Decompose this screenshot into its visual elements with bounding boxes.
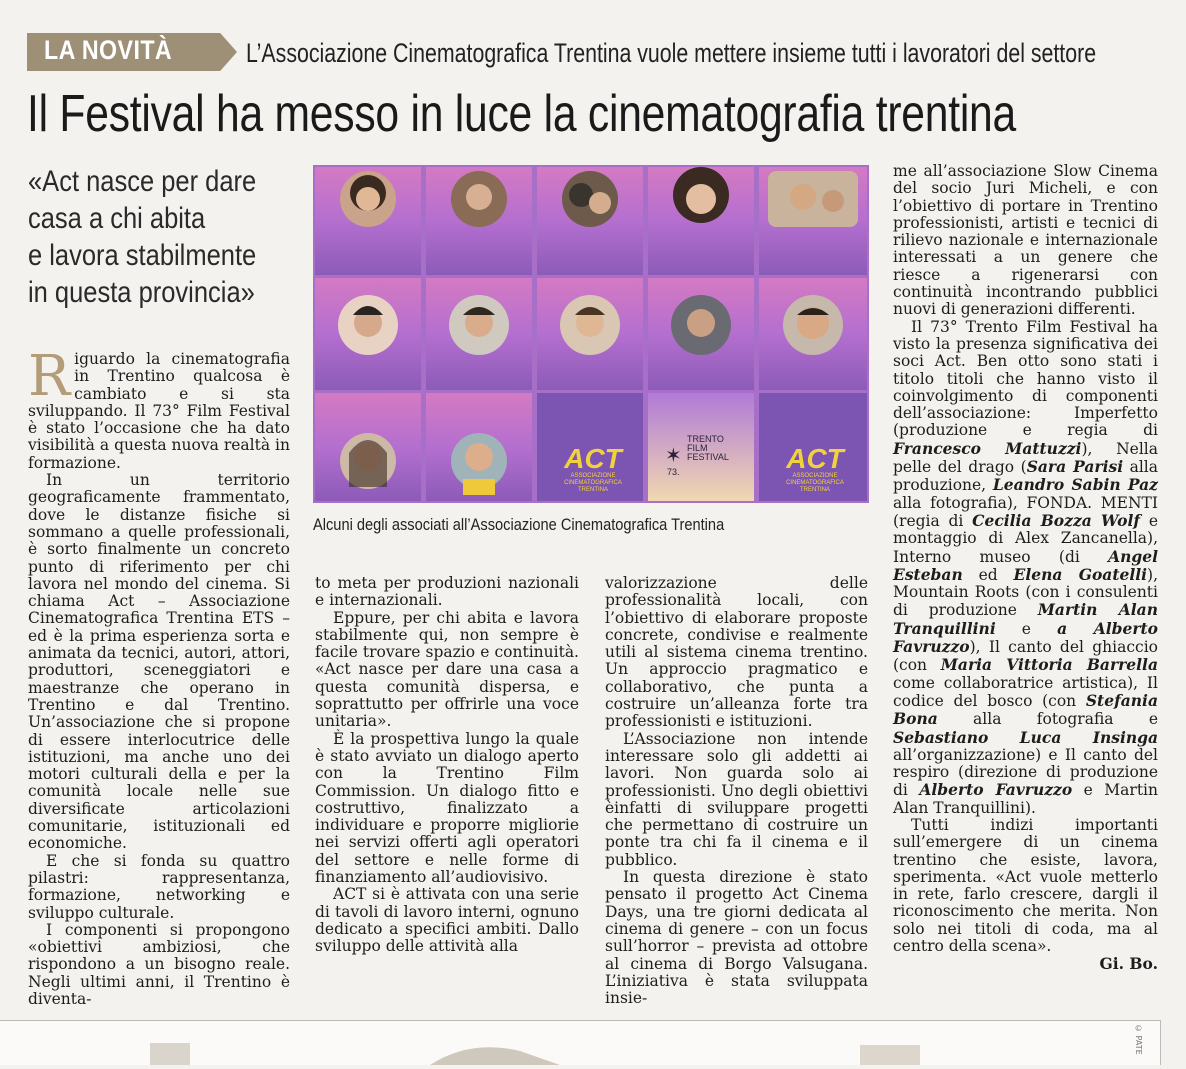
subheadline: L’Associazione Cinematografica Trentina vuole mettere insieme tutti i lavoratori del settore <box>246 38 1097 68</box>
person-name: Alberto Favruzzo <box>919 780 1073 800</box>
copyright-note: © PATE <box>1134 1024 1143 1055</box>
pull-quote-line: «Act nasce per dare <box>28 165 257 198</box>
article-column-1 <box>28 344 290 1008</box>
photo-collage: ACT ASSOCIAZIONE CINEMATOGRAFICA TRENTINA ACT ASSOCIAZIONE CINEMATOGRAFICA TRENTINA ✶ 73. TRENTO FILM FESTIVAL <box>313 165 869 503</box>
article-paragraph: È la prospettiva lungo la quale è stato avviato un dialogo aperto con la Trentino Film Commission. Un dialogo fitto e costruttivo, finalizzato a individuare e proporre migliorie nei servizi offerti agli operatori del settore e nelle forme di finanziamento all’audiovisivo. <box>315 729 579 887</box>
article-paragraph: I componenti si propongono «obiettivi ambiziosi, che rispondono a un bisogno reale. Negli ultimi anni, il Trentino è diventa- <box>28 920 290 1008</box>
person-name: Elena Goatelli <box>1013 564 1148 584</box>
advertisement-strip <box>0 1020 1161 1065</box>
person-name: Angel Esteban <box>893 546 1158 584</box>
article-column-4 <box>893 163 1158 973</box>
article-paragraph: Eppure, per chi abita e lavora stabilmente qui, non sempre è facile trovare spazio e continuità. «Act nasce per dare una casa a questa comunità dispersa, e soprattutto per offrirle una voce unitaria». <box>315 608 579 731</box>
author-signature: Gi. Bo. <box>1099 954 1158 974</box>
article-paragraph: to meta per produzioni nazionali e internazionali. <box>315 574 579 610</box>
article-paragraph: valorizzazione delle professionalità locali, con l’obiettivo di elaborare proposte concrete, condivise e realmente utili al sistema cinema trentino. Un approccio pragmatico e collaborativo, che punta a costruire un’alleanza forte tra professionisti e istituzioni. <box>605 574 868 731</box>
person-name: Leandro Sabin Paz <box>992 475 1158 495</box>
pull-quote-line: e lavora stabilmente <box>28 239 257 272</box>
person-name: Francesco Mattuzzi <box>893 438 1082 458</box>
person-name: Cecilia Bozza Wolf <box>972 510 1141 530</box>
article-paragraph: Tutti indizi importanti sull’emergere di un cinema trentino che esiste, lavora, sperimenta. «Act vuole metterlo in rete, farlo crescere, dargli il riconoscimento che merita. Non solo nei titoli di coda, ma al centro della scena». <box>893 815 1158 956</box>
article-paragraph: Riguardo la cinematografia in Trentino qualcosa è cambiato e si sta sviluppando. Il 73° Film Festival è stato l’occasione che ha dato visibilità a questa nuova realtà in formazione. <box>28 344 290 472</box>
article-paragraph: ACT si è attivata con una serie di tavoli di lavoro interni, ognuno dedicato a specifici ambiti. Dallo sviluppo delle attività alla <box>315 885 579 956</box>
pull-quote <box>28 163 328 311</box>
drop-cap: R <box>28 344 71 409</box>
article-column-3 <box>605 575 868 1007</box>
act-logo: ACT ASSOCIAZIONE CINEMATOGRAFICA TRENTINA <box>564 443 622 493</box>
person-name: Sebastiano Luca Insinga <box>893 727 1158 747</box>
person-name: a Alberto Favruzzo <box>893 618 1159 657</box>
pull-quote-line: casa a chi abita <box>28 202 206 235</box>
article-column-2 <box>315 575 579 956</box>
act-logo: ACT ASSOCIAZIONE CINEMATOGRAFICA TRENTINA <box>786 443 844 493</box>
article-paragraph: In questa direzione è stato pensato il progetto Act Cinema Days, una tre giorni dedicata al cinema di genere – con un focus sull’horror – prevista ad ottobre al cinema di Borgo Valsugana. L’iniziativa è stata sviluppata insie- <box>605 868 868 1008</box>
advertisement-image <box>0 1021 1160 1065</box>
pull-quote-line: in questa provincia» <box>28 276 255 309</box>
person-name: Martin Alan Tranquillini <box>893 600 1158 638</box>
star-icon: ✶ <box>665 445 682 467</box>
person-name: Stefania Bona <box>893 690 1158 729</box>
article-paragraph: me all’associazione Slow Cinema del socio Juri Micheli, e con l’obiettivo di portare in Trentino professionisti, artisti e tecnici di rilievo nazionale e internazionale interessati a un genere che riesce a rigenerarsi con continuità incontrando pubblici nuovi di generazioni differenti. <box>893 162 1158 319</box>
person-name: Sara Parisi <box>1026 457 1124 477</box>
article-paragraph: In un territorio geograficamente frammentato, dove le distanze fisiche si sommano a quelle professionali, è sorto finalmente un concreto punto di riferimento per chi lavora nel mondo del cinema. Si chiama Act – Associazione Cinematografica Trentina ETS – ed è la prima esperienza sorta e animata da tecnici, autori, attori, produttori, sceneggiatori e maestranze che operano in Trentino e dal Trentino. Un’associazione che si propone di essere interlocutrice delle istituzioni, ma anche uno dei motori culturali della e per la comunità locale nelle sue diversificate articolazioni comunitarie, istituzionali ed economiche. <box>28 471 290 853</box>
article-paragraph: Il 73° Trento Film Festival ha visto la presenza significativa dei soci Act. Ben otto sono stati i titolo titoli che hanno visto il coinvolgimento di componenti dell’associazione: Imperfetto (produzione e regia di Francesco Mattuzzi), Nella pelle del drago (Sara Parisi alla produzione, Leandro Sabin Paz alla fotografia), FONDA. MENTI (regia di Cecilia Bozza Wolf e montaggio di Alex Zancanella), Interno museo (di Angel Esteban ed Elena Goatelli), Mountain Roots (con i consulenti di produzione Martin Alan Tranquillini e a Alberto Favruzzo), Il canto del ghiaccio (con Maria Vittoria Barrella come collaboratrice artistica), Il codice del bosco (con Stefania Bona alla fotografia e Sebastiano Luca Insinga all’organizzazione) e Il canto del respiro (direzione di produzione di Alberto Favruzzo e Martin Alan Tranquillini). <box>893 317 1159 817</box>
person-name: Maria Vittoria Barrella <box>940 655 1158 675</box>
article-paragraph: E che si fonda su quattro pilastri: rappresentanza, formazione, networking e sviluppo culturale. <box>28 851 290 922</box>
photo-caption: Alcuni degli associati all’Associazione Cinematografica Trentina <box>313 515 725 534</box>
headline: Il Festival ha messo in luce la cinematografia trentina <box>27 85 1016 143</box>
article-paragraph: L’Associazione non intende interessare solo gli addetti ai lavori. Non guarda solo ai professionisti. Uno degli obiettivi èinfatti di sviluppare progetti che permettano di costruire un ponte tra chi fa il cinema e il pubblico. <box>605 729 868 869</box>
kicker-label: LA NOVITÀ <box>44 35 173 65</box>
